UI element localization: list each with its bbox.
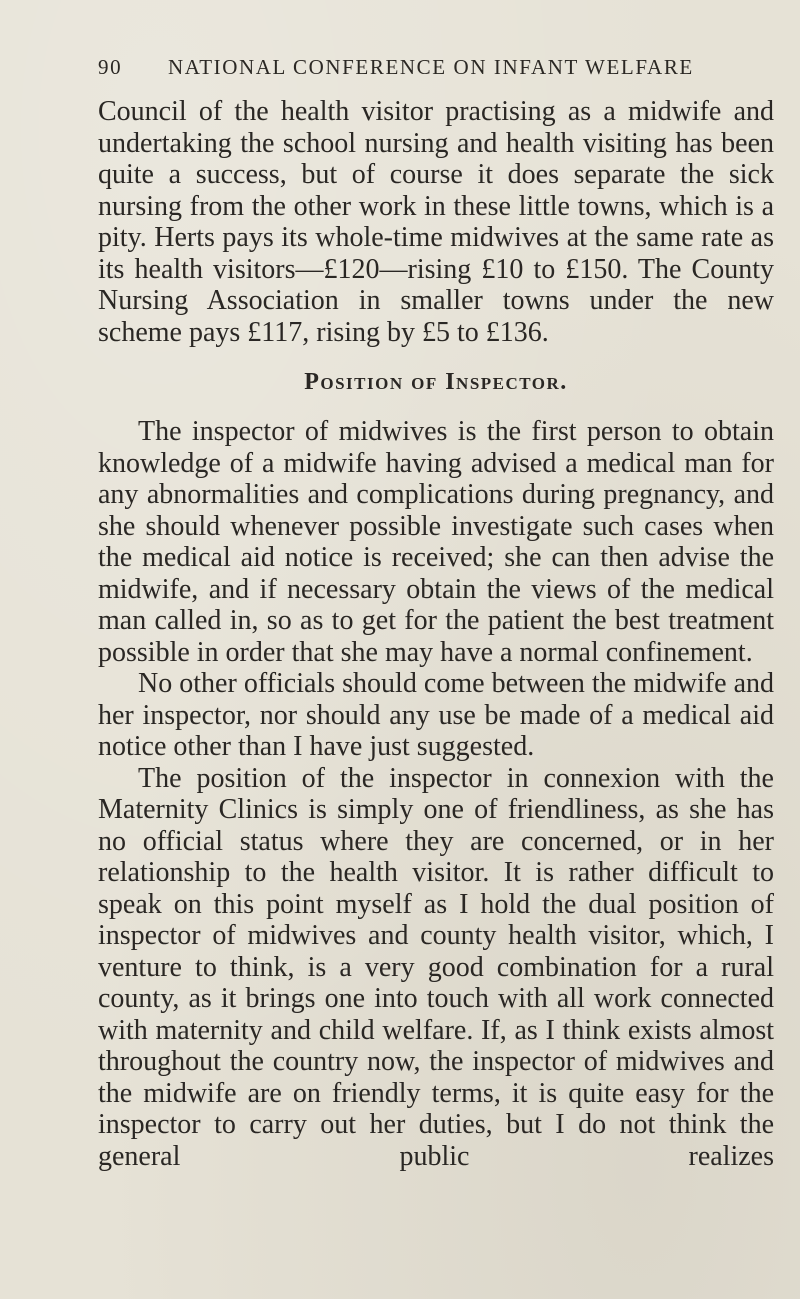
- running-head: [98, 52, 778, 82]
- body-text: [98, 96, 774, 1172]
- page-number: 90: [98, 54, 123, 79]
- running-title: NATIONAL CONFERENCE ON INFANT WELFARE: [168, 54, 694, 79]
- paragraph-inspector-knowledge: The inspector of midwives is the first person to obtain knowledge of a midwife having advised a medical man for any abnormalities and complications during pregnancy, and she should whenever possible investigate such cases when the medical aid notice is received; she can then advise the midwife, and if necessary obtain the views of the medical man called in, so as to get for the patient the best treatment possible in order that she may have a normal confinement.: [98, 416, 774, 668]
- paragraph-maternity-clinics: The position of the inspector in connexion with the Maternity Clinics is simply one of friendliness, as she has no official status where they are concerned, or in her relationship to the health visitor. It is rather difficult to speak on this point myself as I hold the dual position of inspector of midwives and county health visitor, which, I venture to think, is a very good combination for a rural county, as it brings one into touch with all work connected with maternity and child welfare. If, as I think exists almost throughout the country now, the inspector of midwives and the midwife are on friendly terms, it is quite easy for the inspector to carry out her duties, but I do not think the general public realizes: [98, 762, 774, 1172]
- paragraph-council: Council of the health visitor practising as a midwife and undertaking the school nursing and health visiting has been quite a success, but of course it does separate the sick nursing from the other work in these little towns, which is a pity. Herts pays its whole-time midwives at the same rate as its health visitors—£120—rising £10 to £150. The County Nursing Association in smaller towns under the new scheme pays £117, rising by £5 to £136.: [98, 96, 774, 348]
- paragraph-no-other-officials: No other officials should come between the midwife and her inspector, nor should any use be made of a medical aid notice other than I have just suggested.: [98, 668, 774, 762]
- section-heading: Position of Inspector.: [304, 369, 568, 395]
